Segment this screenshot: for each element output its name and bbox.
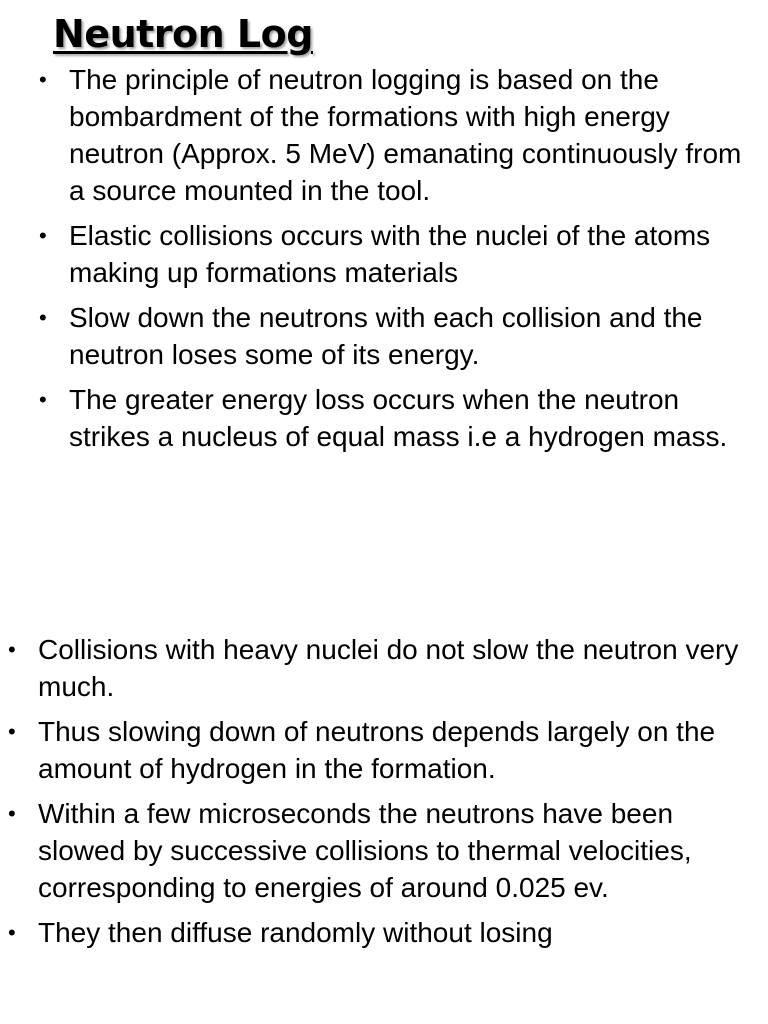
bullet-dot-icon: • xyxy=(39,305,47,330)
page-title: Neutron Log xyxy=(53,12,313,56)
bullet-text: Thus slowing down of neutrons depends largely on the amount of hydrogen in the formation. xyxy=(38,716,716,784)
bullet-item xyxy=(39,299,749,373)
bullet-text: Within a few microseconds the neutrons have been slowed by successive collisions to thermal velocities, corresponding to energies of around 0.025 ev. xyxy=(38,798,692,903)
bullet-dot-icon: • xyxy=(8,637,16,662)
bullet-dot-icon: • xyxy=(8,801,16,826)
bullet-text: The principle of neutron logging is based on the bombardment of the formations with high energy neutron (Approx. 5 MeV) emanating continuously from a source mounted in the tool. xyxy=(69,64,742,206)
bullet-dot-icon: • xyxy=(8,719,16,744)
bullet-dot-icon: • xyxy=(39,67,47,92)
bullet-item xyxy=(39,217,749,291)
bullet-text: Collisions with heavy nuclei do not slow the neutron very much. xyxy=(38,634,739,702)
bullet-item xyxy=(8,631,748,705)
bullet-text: They then diffuse randomly without losing xyxy=(38,917,553,948)
bullet-dot-icon: • xyxy=(8,920,16,945)
bottom-bullet-list xyxy=(8,631,748,959)
bullet-item xyxy=(8,914,748,951)
bullet-dot-icon: • xyxy=(39,387,47,412)
bullet-text: The greater energy loss occurs when the neutron strikes a nucleus of equal mass i.e a hydrogen mass. xyxy=(69,384,728,452)
bullet-item xyxy=(8,795,748,906)
bullet-text: Slow down the neutrons with each collision and the neutron loses some of its energy. xyxy=(69,302,703,370)
bullet-item xyxy=(39,381,749,455)
bullet-text: Elastic collisions occurs with the nuclei of the atoms making up formations materials xyxy=(69,220,711,288)
bullet-item xyxy=(8,713,748,787)
bullet-dot-icon: • xyxy=(39,223,47,248)
bullet-item xyxy=(39,61,749,209)
top-bullet-list xyxy=(39,61,749,463)
